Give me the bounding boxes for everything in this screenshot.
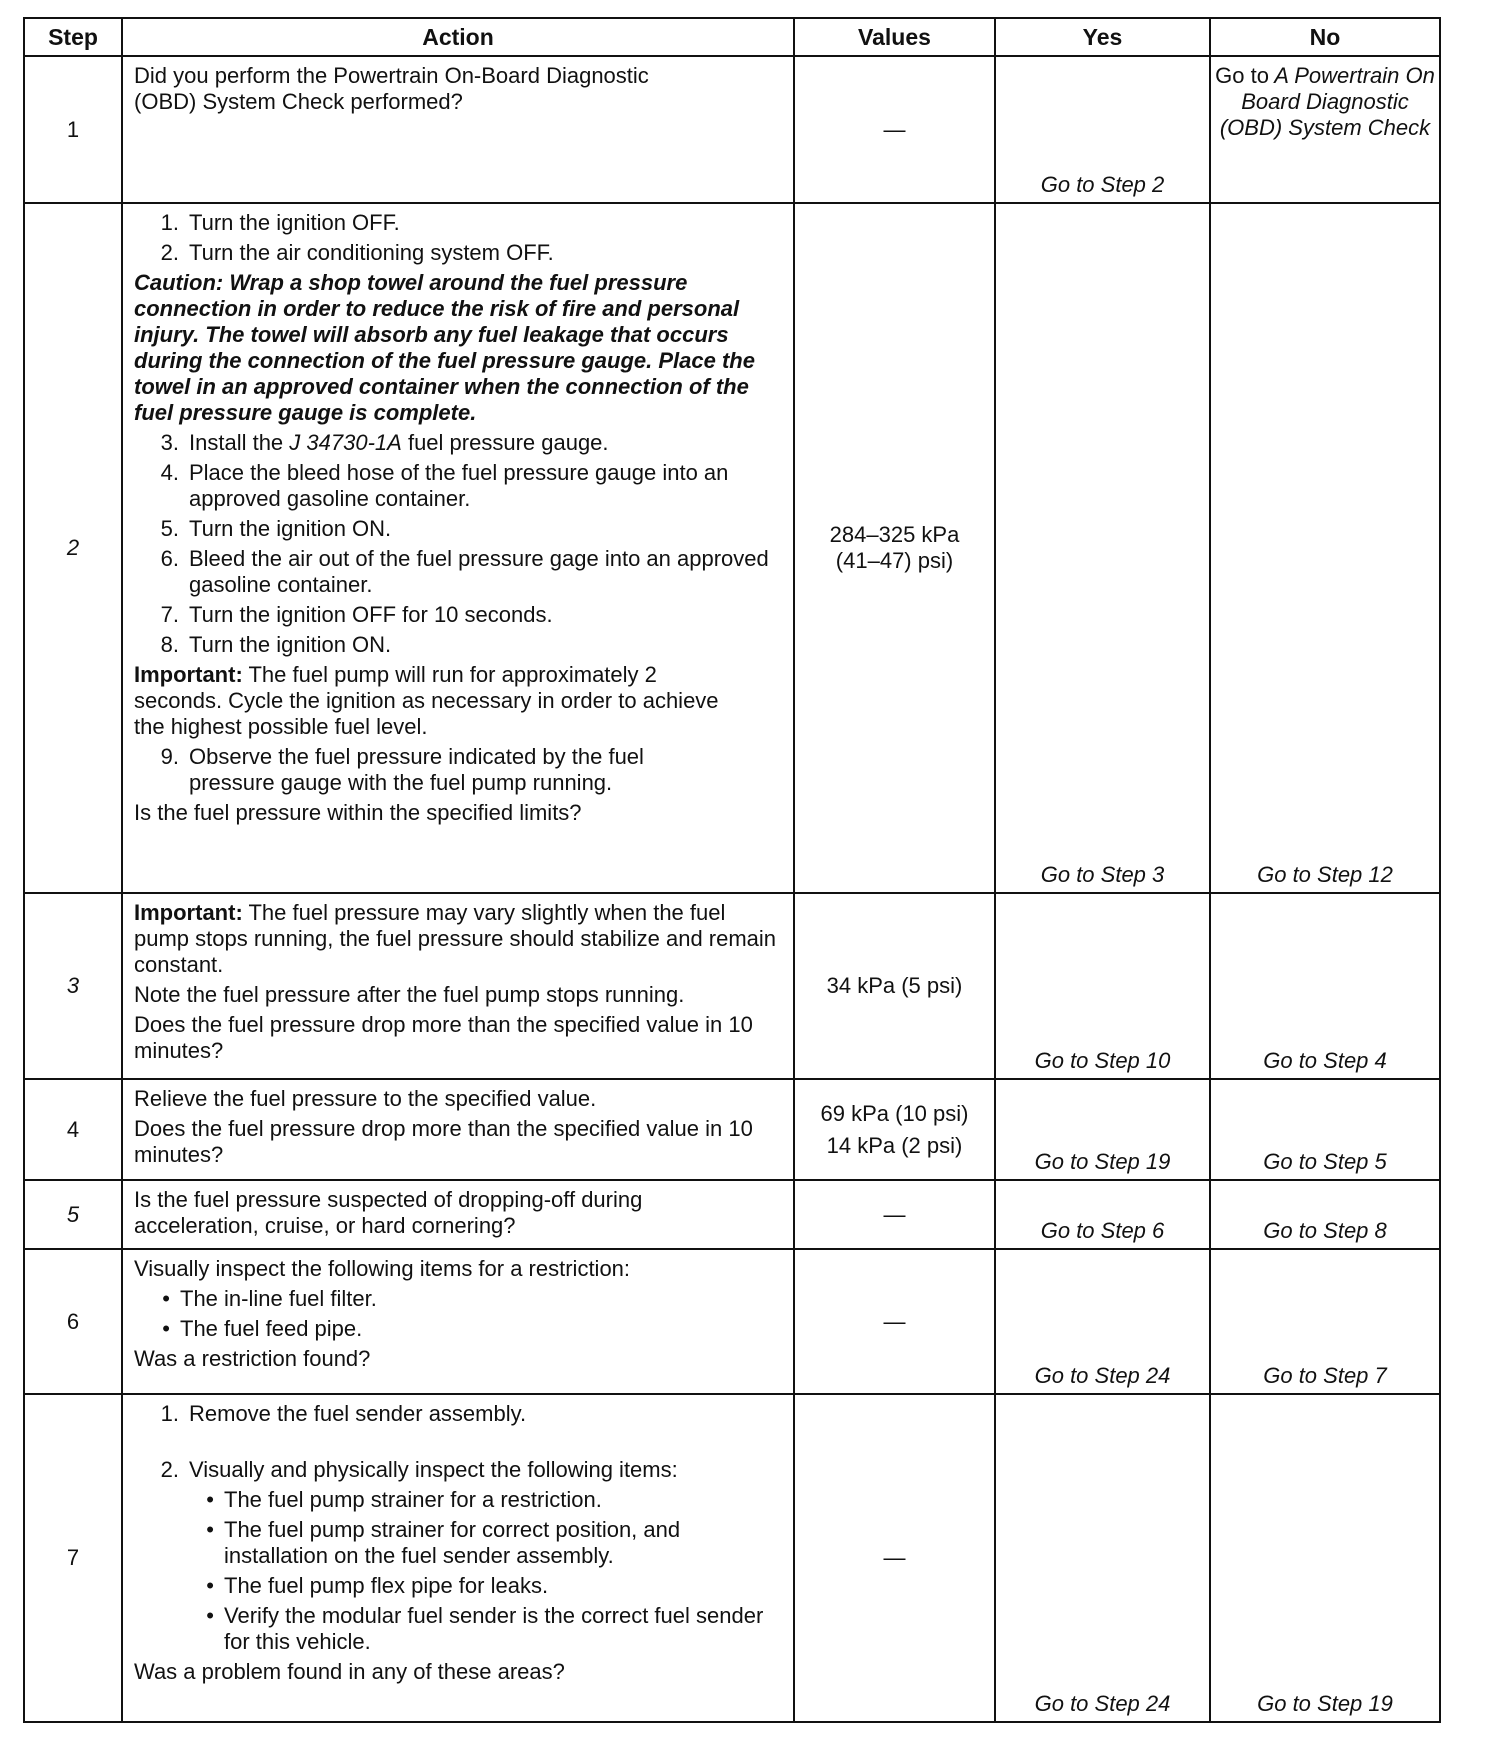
list-item: 6. Bleed the air out of the fuel pressure gage into an approved gasoline container. (160, 546, 769, 597)
yes-cell[interactable]: Go to Step 2 (995, 56, 1210, 203)
value-kpa: 284–325 kPa (829, 522, 960, 547)
header-no: No (1210, 18, 1440, 56)
header-row (24, 18, 1440, 56)
yes-cell[interactable]: Go to Step 3 (995, 203, 1210, 893)
list-item: 2. Turn the air conditioning system OFF. (160, 240, 554, 265)
action-intro: Visually inspect the following items for a restriction: (134, 1256, 631, 1281)
header-step: Step (24, 18, 122, 56)
list-item: 5. Turn the ignition ON. (160, 516, 392, 541)
values-cell (794, 1079, 995, 1180)
yes-cell[interactable]: Go to Step 6 (995, 1180, 1210, 1249)
header-action: Action (122, 18, 794, 56)
value-line: 69 kPa (10 psi) (820, 1100, 969, 1126)
step-number: 3 (24, 893, 122, 1079)
bullet-item: • The fuel pump strainer for correct position, and installation on the fuel sender assembly. (206, 1517, 681, 1568)
diagnostic-table (23, 17, 1441, 1723)
spacer (134, 1431, 783, 1457)
bullet-item: • Verify the modular fuel sender is the correct fuel sender for this vehicle. (206, 1603, 764, 1654)
table-row (24, 1394, 1440, 1722)
step-number: 7 (24, 1394, 122, 1722)
step-number: 1 (24, 56, 122, 203)
values-cell: — (794, 1180, 995, 1249)
values-cell: — (794, 56, 995, 203)
table-row (24, 56, 1440, 203)
list-item: 2. Visually and physically inspect the following items: (160, 1457, 678, 1482)
tool-reference: J 34730-1A (289, 430, 402, 455)
step-number: 5 (24, 1180, 122, 1249)
important-note: Important: The fuel pressure may vary slightly when the fuel pump stops running, the fuel pressure should stabilize and remain constant. (134, 900, 777, 977)
yes-cell[interactable]: Go to Step 10 (995, 893, 1210, 1079)
no-cell[interactable]: Go to Step 5 (1210, 1079, 1440, 1180)
bullet-item: • The fuel pump strainer for a restriction. (206, 1487, 602, 1512)
list-item: 4. Place the bleed hose of the fuel pressure gauge into an approved gasoline container. (160, 460, 729, 511)
values-cell: — (794, 1249, 995, 1394)
action-line: Relieve the fuel pressure to the specified value. (134, 1086, 597, 1111)
values-cell: 34 kPa (5 psi) (794, 893, 995, 1079)
no-prefix: Go to (1215, 63, 1269, 88)
action-question: Does the fuel pressure drop more than the specified value in 10 minutes? (134, 1012, 753, 1063)
header-yes: Yes (995, 18, 1210, 56)
value-line: 14 kPa (2 psi) (826, 1132, 963, 1158)
bullet-item: • The fuel pump flex pipe for leaks. (206, 1573, 549, 1598)
important-note: Important: The fuel pump will run for approximately 2 seconds. Cycle the ignition as necessary in order to achieve the highest possible fuel level. (134, 662, 719, 739)
list-item: 1. Turn the ignition OFF. (160, 210, 400, 235)
action-question: Was a restriction found? (134, 1346, 371, 1371)
values-cell (794, 203, 995, 893)
action-question: Is the fuel pressure within the specified limits? (134, 800, 582, 825)
action-question: Did you perform the Powertrain On-Board Diagnostic (OBD) System Check performed? (134, 63, 649, 114)
table-row (24, 1180, 1440, 1249)
yes-cell[interactable]: Go to Step 24 (995, 1249, 1210, 1394)
action-cell (122, 56, 794, 203)
yes-cell[interactable]: Go to Step 24 (995, 1394, 1210, 1722)
no-cell[interactable]: Go to Step 12 (1210, 203, 1440, 893)
no-cell[interactable]: Go to Step 4 (1210, 893, 1440, 1079)
header-values: Values (794, 18, 995, 56)
table-row (24, 203, 1440, 893)
action-note: Note the fuel pressure after the fuel pump stops running. (134, 982, 685, 1007)
step-number: 2 (24, 203, 122, 893)
no-link[interactable]: A Powertrain On Board Diagnostic (OBD) System Check (1219, 63, 1435, 140)
action-question: Was a problem found in any of these areas? (134, 1659, 565, 1684)
action-cell (122, 1180, 794, 1249)
step-number: 6 (24, 1249, 122, 1394)
action-cell (122, 203, 794, 893)
list-item: 7. Turn the ignition OFF for 10 seconds. (160, 602, 553, 627)
list-item: 9. Observe the fuel pressure indicated by the fuel pressure gauge with the fuel pump running. (160, 744, 644, 795)
action-cell (122, 1249, 794, 1394)
list-item: 8. Turn the ignition ON. (160, 632, 392, 657)
value-psi: (41–47) psi) (835, 548, 954, 573)
action-question: Does the fuel pressure drop more than the specified value in 10 minutes? (134, 1116, 753, 1167)
action-question: Is the fuel pressure suspected of dropping-off during acceleration, cruise, or hard cornering? (134, 1187, 643, 1238)
bullet-item: • The fuel feed pipe. (162, 1316, 363, 1341)
table-row (24, 1249, 1440, 1394)
step-number: 4 (24, 1079, 122, 1180)
no-cell[interactable]: Go to Step 7 (1210, 1249, 1440, 1394)
no-cell[interactable]: Go to Step 8 (1210, 1180, 1440, 1249)
action-cell (122, 893, 794, 1079)
list-item: 3. Install the J 34730-1A fuel pressure gauge. (160, 430, 609, 455)
table-row (24, 1079, 1440, 1180)
bullet-item: • The in-line fuel filter. (162, 1286, 377, 1311)
table-row (24, 893, 1440, 1079)
action-cell (122, 1079, 794, 1180)
values-cell: — (794, 1394, 995, 1722)
yes-cell[interactable]: Go to Step 19 (995, 1079, 1210, 1180)
no-cell[interactable]: Go to Step 19 (1210, 1394, 1440, 1722)
no-cell[interactable] (1210, 56, 1440, 203)
list-item: 1. Remove the fuel sender assembly. (160, 1401, 527, 1426)
action-cell (122, 1394, 794, 1722)
caution-text: Caution: Wrap a shop towel around the fuel pressure connection in order to reduce the risk of fire and personal injury. The towel will absorb any fuel leakage that occurs during the connection of the fuel pressure gauge. Place the towel in an approved container when the connection of the fuel pressure gauge is complete. (134, 270, 755, 425)
